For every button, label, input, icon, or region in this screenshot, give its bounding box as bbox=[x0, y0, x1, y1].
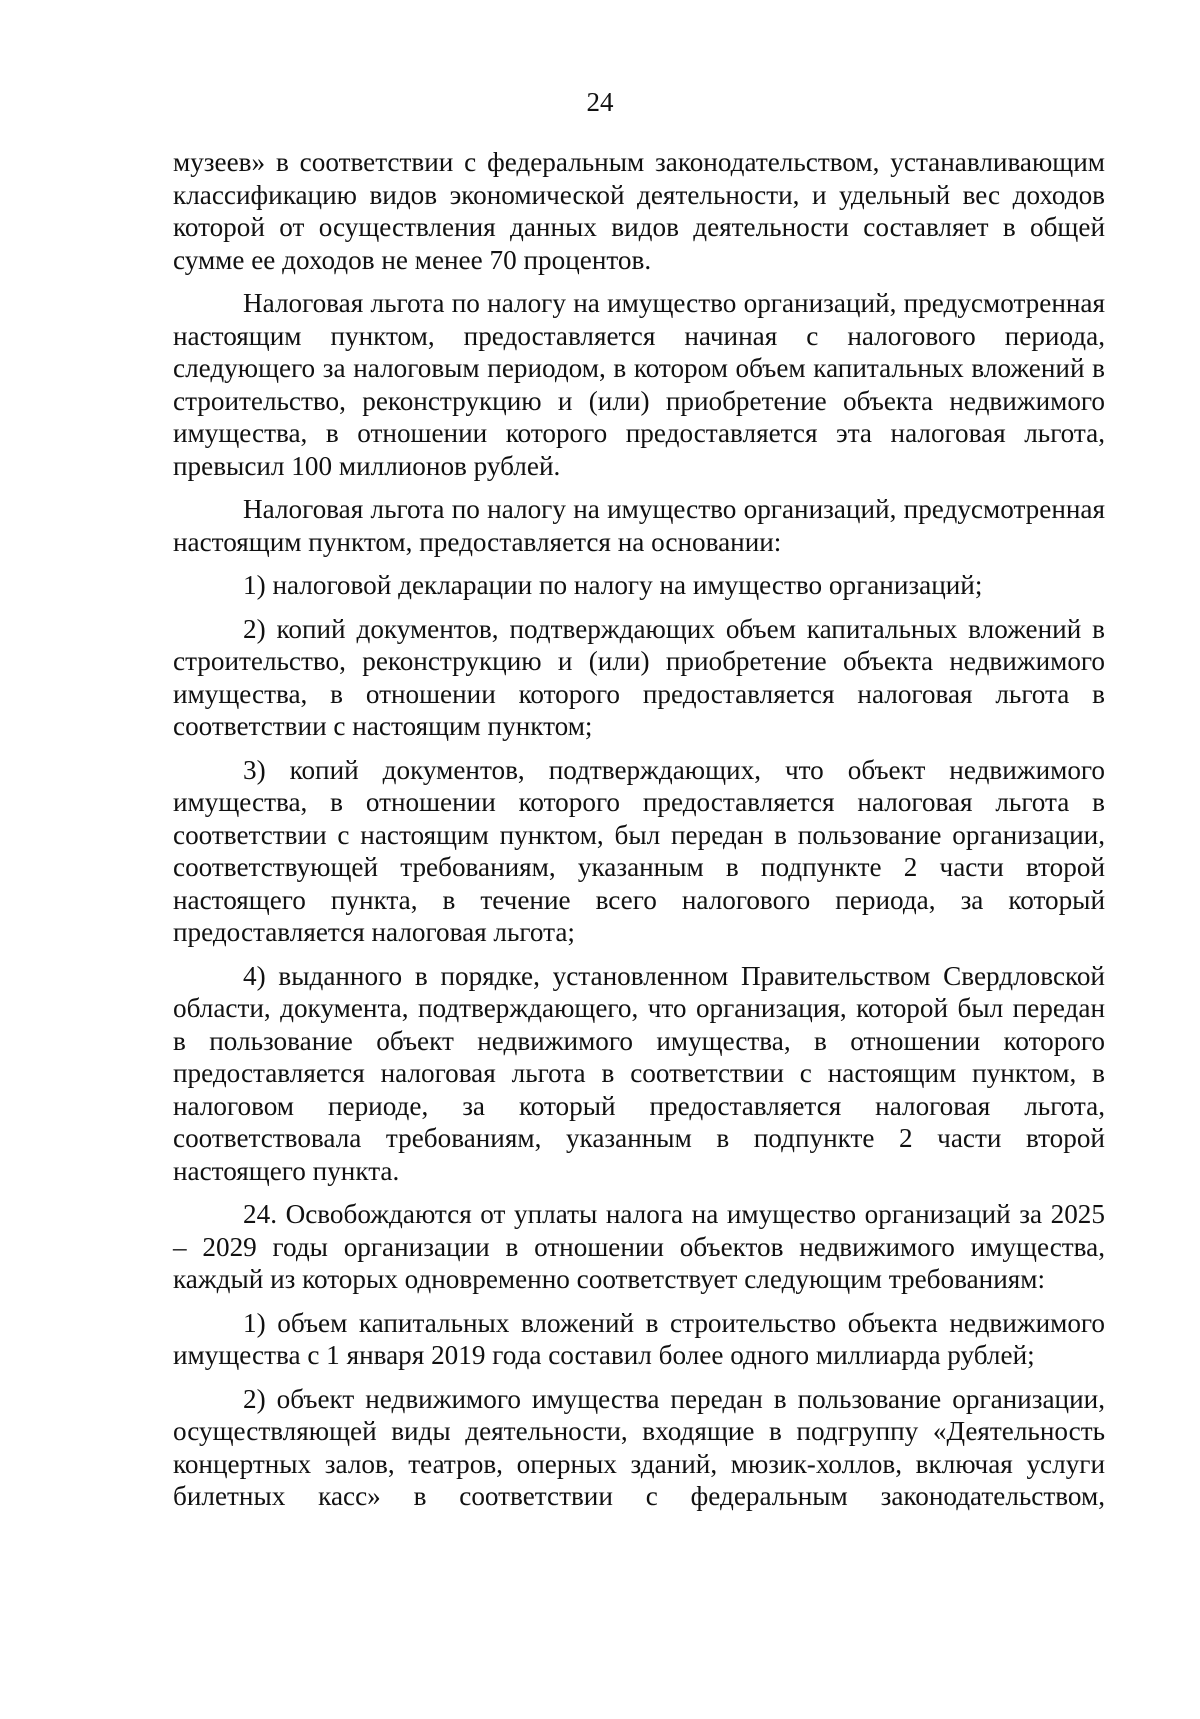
list-item-1: 1) налоговой декларации по налогу на имущество организаций; bbox=[243, 570, 983, 600]
document-body bbox=[173, 146, 1105, 1524]
clause-24-item-2: 2) объект недвижимого имущества передан в пользование организации, осуществляющей виды деятельности, входящие в подгруппу «Деятельность концертных залов, театров, оперных зданий, мюзик-холлов, включая услуги билетных касс» в соответствии с федеральным законодательством, bbox=[173, 1383, 1105, 1511]
list-item-4: 4) выданного в порядке, установленном Правительством Свердловской области, документа, подтверждающего, что организация, которой был передан в пользование объект недвижимого имущества, в отношении которого предоставляется налоговая льгота в соответствии с настоящим пунктом, в налоговом периоде, за который предоставляется налоговая льгота, соответствовала требованиям, указанным в подпункте 2 части второй настоящего пункта. bbox=[173, 960, 1105, 1186]
clause-24: 24. Освобождаются от уплаты налога на имущество организаций за 2025 – 2029 годы организации в отношении объектов недвижимого имущества, каждый из которых одновременно соответствует следующим требованиям: bbox=[173, 1199, 1105, 1294]
paragraph-tax-benefit-period: Налоговая льгота по налогу на имущество организаций, предусмотренная настоящим пунктом, предоставляется начиная с налогового периода, следующего за налоговым периодом, в котором объем капитальных вложений в строительство, реконструкцию и (или) приобретение объекта недвижимого имущества, в отношении которого предоставляется эта налоговая льгота, превысил 100 миллионов рублей. bbox=[173, 288, 1105, 481]
paragraph-continuation: музеев» в соответствии с федеральным законодательством, устанавливающим классификацию видов экономической деятельности, и удельный вес доходов которой от осуществления данных видов деятельности составляет в общей сумме ее доходов не менее 70 процентов. bbox=[173, 147, 1105, 275]
list-item-2: 2) копий документов, подтверждающих объем капитальных вложений в строительство, реконструкцию и (или) приобретение объекта недвижимого имущества, в отношении которого предоставляется налоговая льгота в соответствии с настоящим пунктом; bbox=[173, 613, 1105, 741]
clause-24-item-1: 1) объем капитальных вложений в строительство объекта недвижимого имущества с 1 января 2019 года составил более одного миллиарда рублей; bbox=[173, 1307, 1105, 1370]
paragraph-tax-benefit-basis: Налоговая льгота по налогу на имущество организаций, предусмотренная настоящим пунктом, предоставляется на основании: bbox=[173, 494, 1105, 557]
list-item-3: 3) копий документов, подтверждающих, что объект недвижимого имущества, в отношении которого предоставляется налоговая льгота в соответствии с настоящим пунктом, был передан в пользование организации, соответствующей требованиям, указанным в подпункте 2 части второй настоящего пункта, в течение всего налогового периода, за который предоставляется налоговая льгота; bbox=[173, 754, 1105, 947]
page-number: 24 bbox=[586, 87, 614, 117]
